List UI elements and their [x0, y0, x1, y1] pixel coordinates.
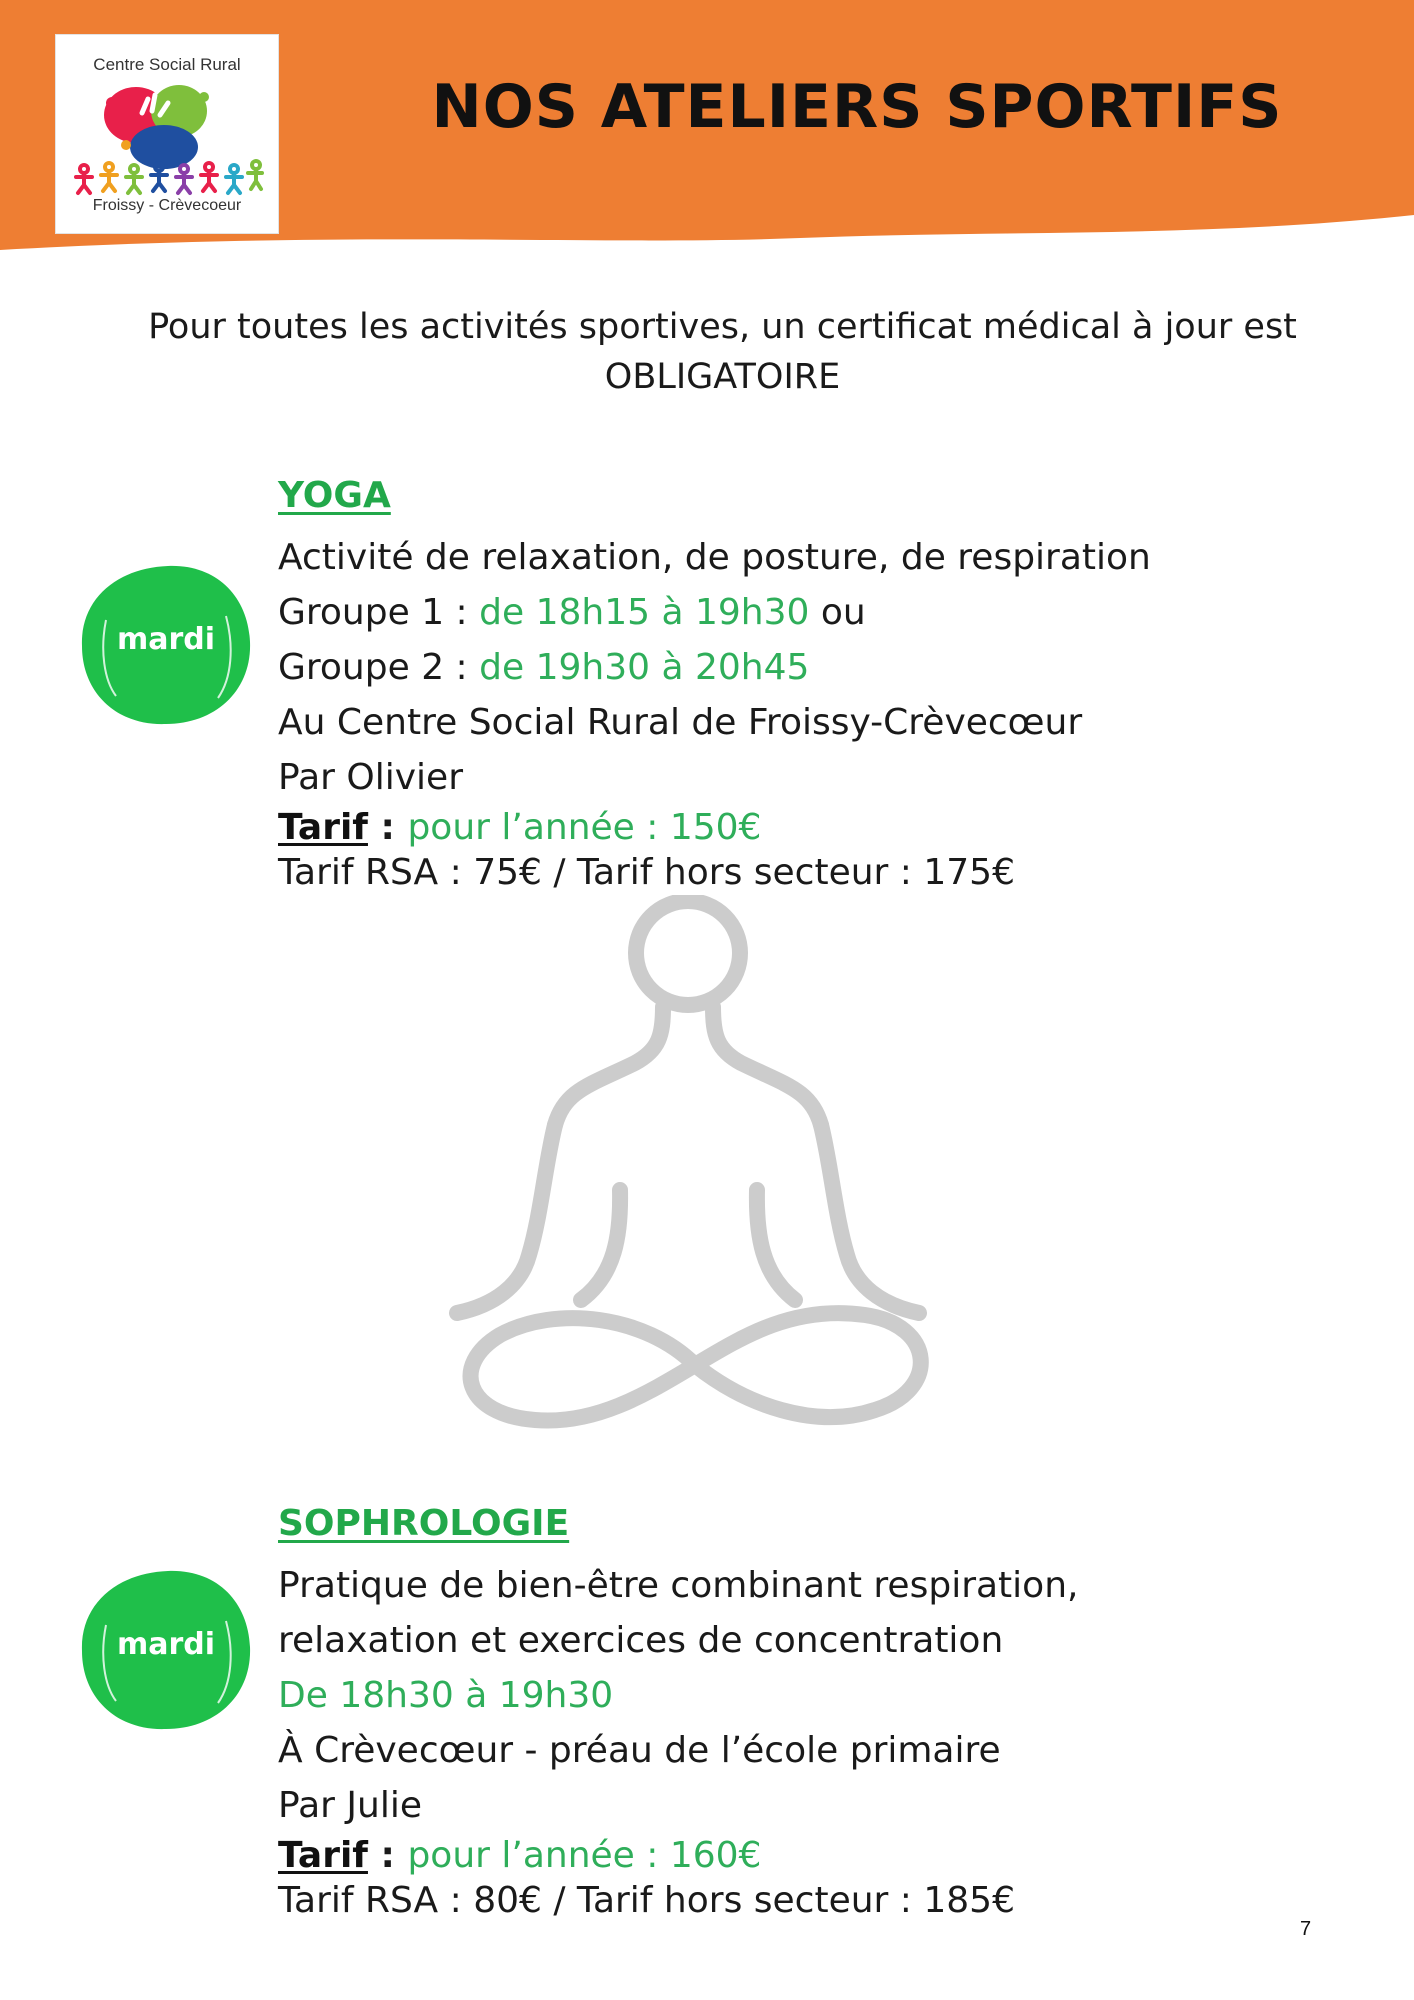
- page-number: 7: [1300, 1918, 1312, 1940]
- notice-line-2: OBLIGATOIRE: [604, 357, 841, 397]
- tarif-extra: Tarif RSA : 75€ / Tarif hors secteur : 175€: [278, 852, 1015, 893]
- tarif-separator: :: [367, 1835, 408, 1876]
- group-1-label: Groupe 1 :: [278, 592, 480, 633]
- logo: [55, 34, 279, 234]
- logo-top-text: Centre Social Rural: [93, 55, 241, 74]
- group-1-schedule: [278, 585, 1358, 640]
- page-title: NOS ATELIERS SPORTIFS: [431, 72, 1283, 142]
- group-1-suffix: ou: [809, 592, 866, 633]
- tarif-value: pour l’année : 150€: [407, 807, 762, 848]
- day-label: mardi: [116, 622, 216, 657]
- activity-time: De 18h30 à 19h30: [278, 1675, 614, 1716]
- activity-location: Au Centre Social Rural de Froissy-Crèvecœur: [278, 702, 1083, 743]
- logo-splash-icon: [64, 75, 270, 197]
- day-badge-yoga: [76, 560, 256, 730]
- day-badge-sophrologie: [76, 1565, 256, 1735]
- tarif-value: pour l’année : 160€: [407, 1835, 762, 1876]
- activity-tarif: [278, 1833, 1358, 1878]
- activity-instructor: Par Julie: [278, 1785, 422, 1826]
- tarif-label: Tarif: [278, 807, 368, 848]
- tarif-label: Tarif: [278, 1835, 368, 1876]
- group-2-schedule: [278, 640, 1358, 695]
- tarif-extra: Tarif RSA : 80€ / Tarif hors secteur : 185€: [278, 1880, 1015, 1921]
- activity-location: À Crèvecœur - préau de l’école primaire: [278, 1730, 1001, 1771]
- day-label: mardi: [116, 1627, 216, 1662]
- group-2-time: de 19h30 à 20h45: [479, 647, 810, 688]
- medical-certificate-notice: [100, 302, 1345, 402]
- notice-line-1: Pour toutes les activités sportives, un certificat médical à jour est: [148, 307, 1297, 347]
- tarif-separator: :: [367, 807, 408, 848]
- activity-yoga: [278, 470, 1358, 895]
- group-2-label: Groupe 2 :: [278, 647, 480, 688]
- activity-instructor: Par Olivier: [278, 757, 463, 798]
- group-1-time: de 18h15 à 19h30: [479, 592, 810, 633]
- activity-sophrologie: [278, 1498, 1358, 1923]
- activity-title: SOPHROLOGIE: [278, 1503, 570, 1544]
- logo-bottom-text: Froissy - Crèvecoeur: [92, 197, 242, 214]
- activity-title: YOGA: [278, 475, 391, 516]
- activity-description-line-1: Pratique de bien-être combinant respiration,: [278, 1565, 1079, 1606]
- activity-description: Activité de relaxation, de posture, de respiration: [278, 537, 1151, 578]
- meditation-figure-icon: [395, 895, 995, 1435]
- activity-description-line-2: relaxation et exercices de concentration: [278, 1620, 1004, 1661]
- activity-tarif: [278, 805, 1358, 850]
